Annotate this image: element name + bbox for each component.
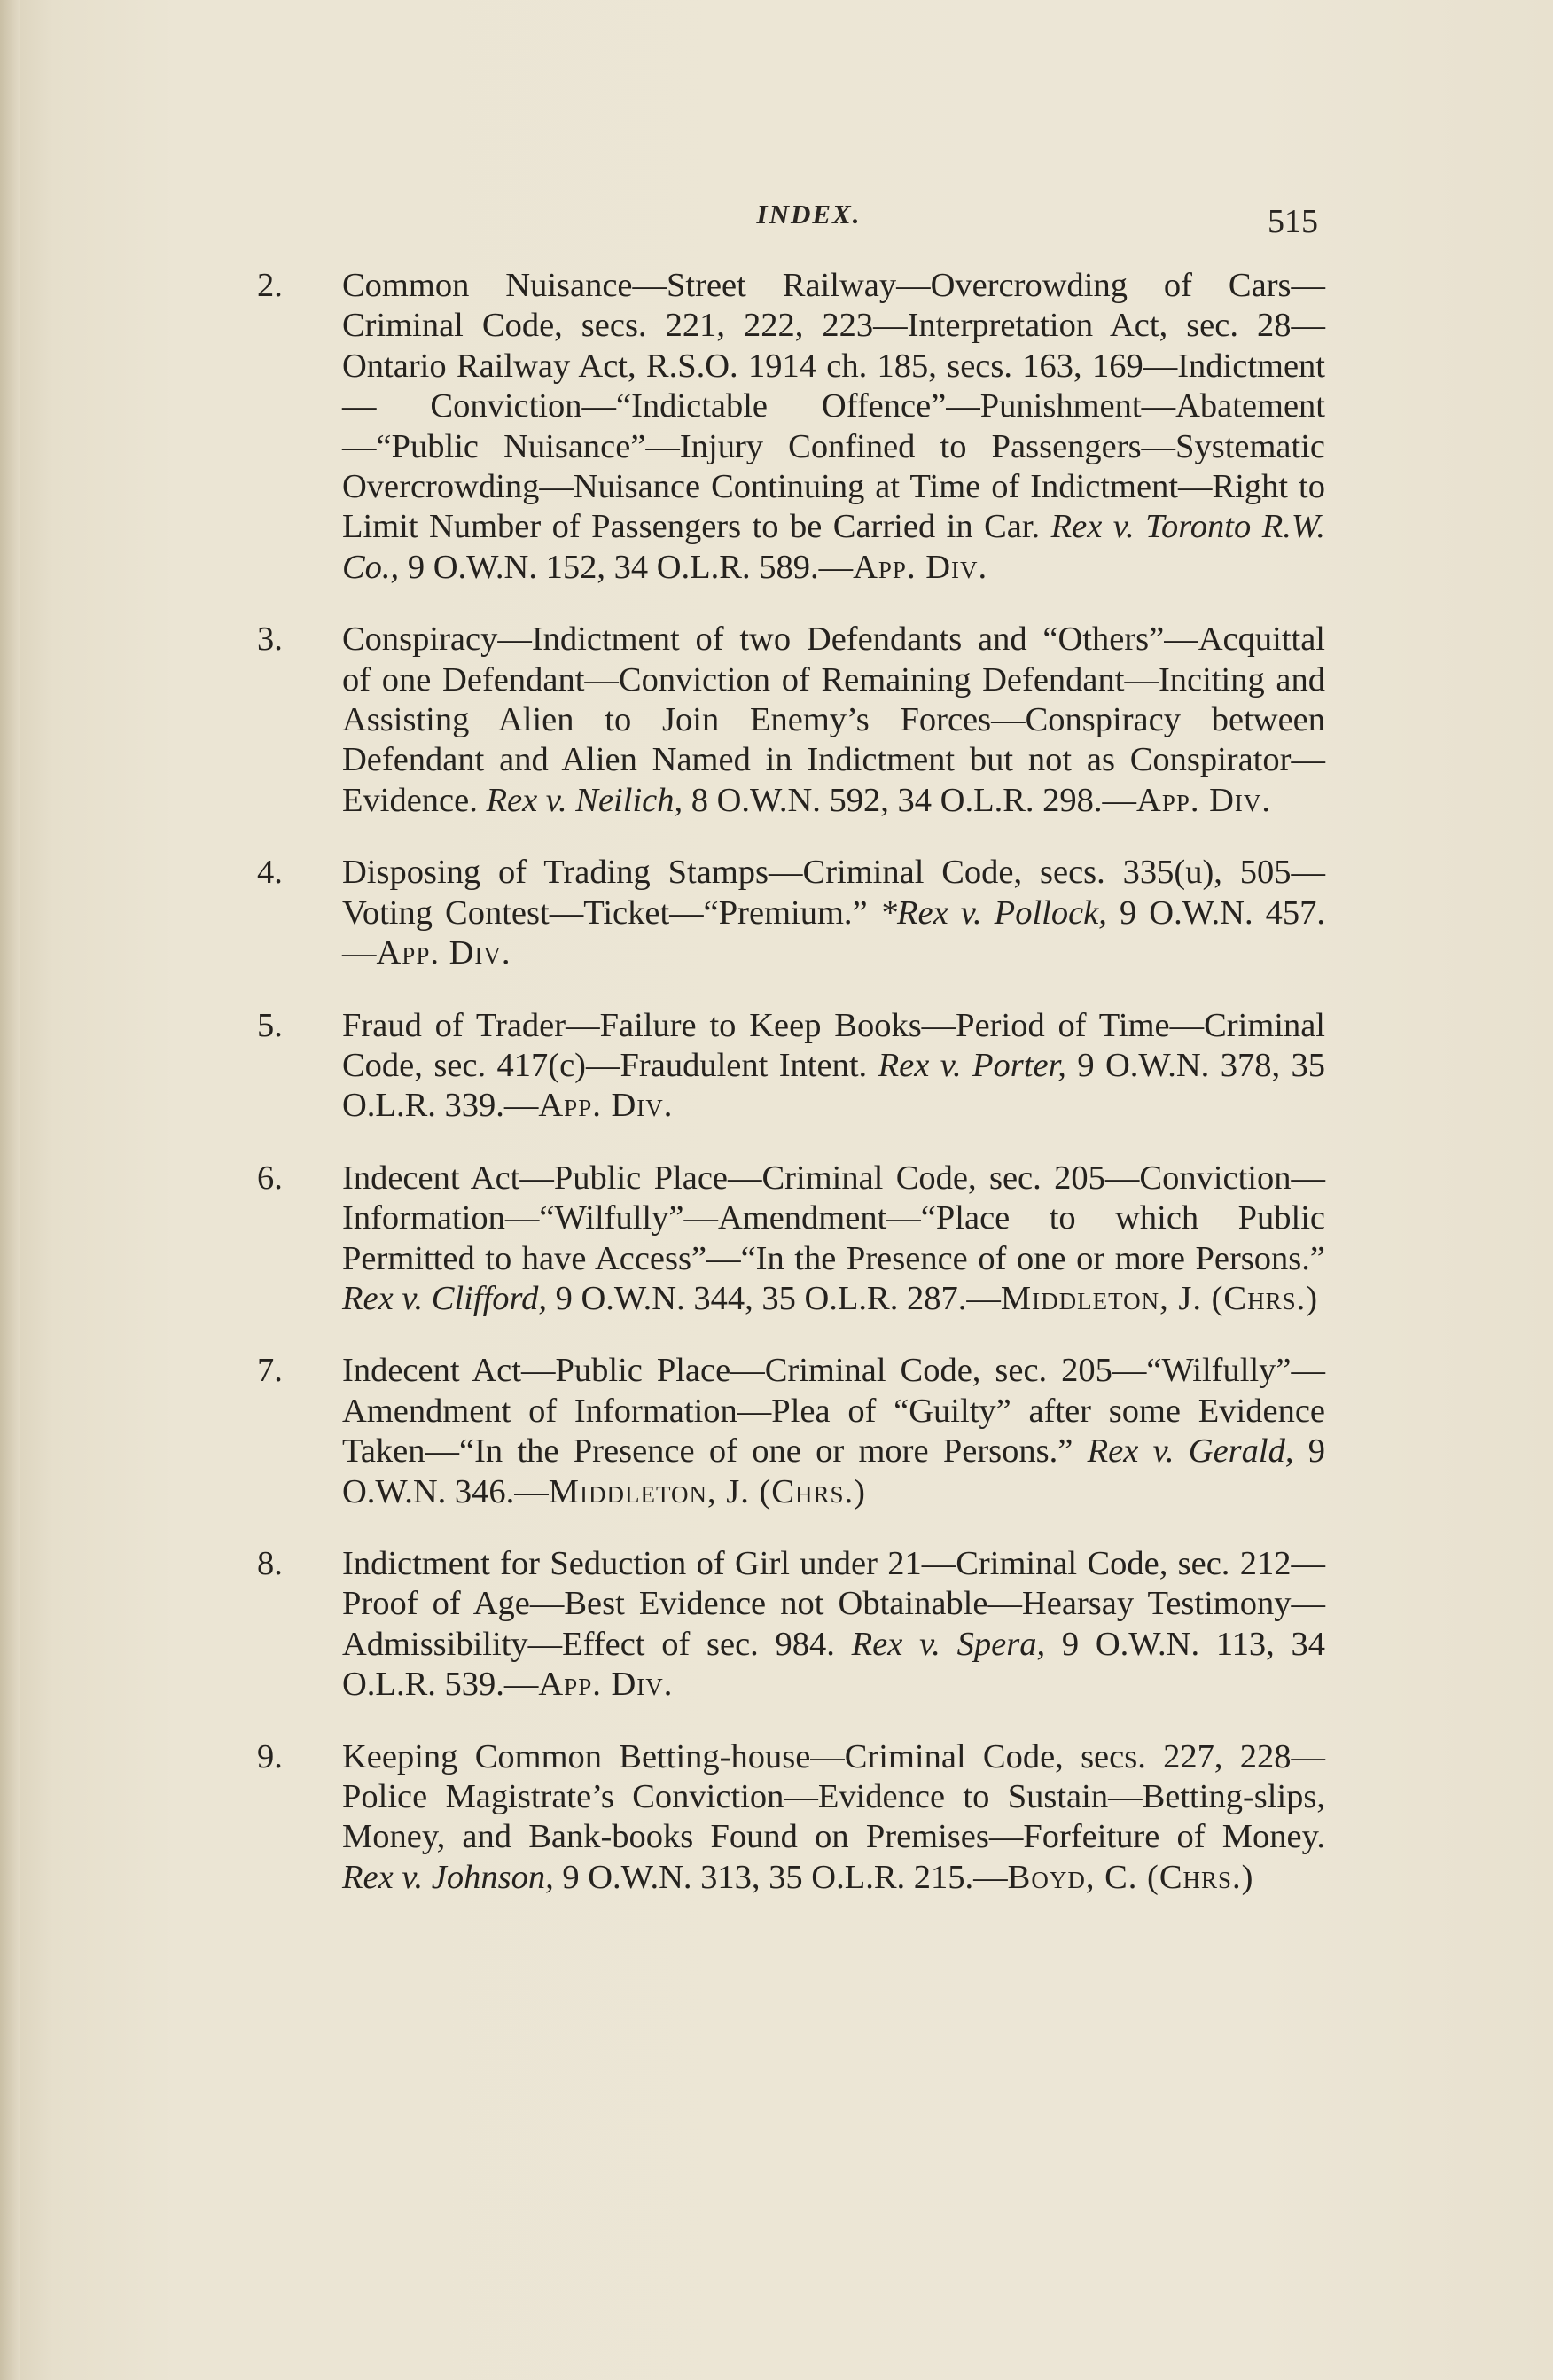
- entry-body: [342, 1544, 1325, 1705]
- court-name: Middleton, J. (Chrs.): [548, 1472, 866, 1510]
- index-entry: [257, 1351, 1325, 1512]
- case-name: Rex v. Neilich,: [486, 781, 683, 819]
- case-citation: 9 O.W.N. 113, 34 O.L.R. 539.—: [342, 1625, 1326, 1704]
- case-name: Rex v. Gerald,: [1087, 1432, 1294, 1471]
- entry-text: Indecent Act—Public Place—Criminal Code, sec. 205—Conviction—Information—“Wilfully”—Amendment—“Place to which Public Permitted to have Access”—“In the Presence of one or more Persons.”: [342, 1159, 1325, 1277]
- court-name: App. Div.: [1136, 781, 1272, 819]
- case-name: *Rex v. Pollock,: [879, 893, 1107, 932]
- court-name: App. Div.: [538, 1087, 674, 1125]
- index-entry: [257, 1737, 1325, 1899]
- entry-text: Common Nuisance—Street Railway—Overcrowding of Cars—Criminal Code, secs. 221, 222, 223—Interpretation Act, sec. 28—Ontario Railway Act, R.S.O. 1914 ch. 185, secs. 163, 169—Indictment — Conviction—“Indictable Offence”—Punishment—Abatement—“Public Nuisance”—Injury Confined to Passengers—Systematic Overcrowding—Nuisance Continuing at Time of Indictment—Right to Limit Number of Passengers to be Carried in Car.: [342, 267, 1325, 546]
- case-citation: 9 O.W.N. 346.—: [342, 1432, 1326, 1510]
- entry-body: [342, 620, 1325, 821]
- case-citation: 9 O.W.N. 457.—: [342, 893, 1326, 972]
- index-entry: [257, 853, 1325, 973]
- case-name: Rex v. Toronto R.W. Co.,: [342, 508, 1326, 586]
- entry-number: 6 .: [257, 1159, 307, 1198]
- case-name: Rex v. Johnson,: [342, 1858, 554, 1896]
- entry-body: [342, 1006, 1325, 1127]
- entry-body: [342, 853, 1325, 973]
- index-entry: [257, 266, 1325, 588]
- entry-number: 2 .: [257, 266, 307, 306]
- case-citation: 9 O.W.N. 152, 34 O.L.R. 589.—: [407, 548, 854, 586]
- entry-text: Conspiracy—Indictment of two Defendants and “Others”—Acquittal of one Defendant—Conviction of Remaining Defendant—Inciting and Assisting Alien to Join Enemy’s Forces—Conspiracy between Defendant and Alien Named in Indictment but not as Conspirator—Evidence.: [342, 620, 1325, 819]
- entry-body: [342, 1159, 1325, 1320]
- entry-text: Keeping Common Betting-house—Criminal Code, secs. 227, 228—Police Magistrate’s Conviction—Evidence to Sustain—Betting-slips, Money, and Bank-books Found on Premises—Forfeiture of Money.: [342, 1737, 1325, 1856]
- court-name: Boyd, C. (Chrs.): [1007, 1858, 1254, 1896]
- index-entry: [257, 1159, 1325, 1320]
- index-entries: [257, 266, 1325, 1930]
- court-name: App. Div.: [538, 1666, 674, 1704]
- index-entry: [257, 1006, 1325, 1127]
- court-name: Middleton, J. (Chrs.): [1000, 1279, 1319, 1317]
- entry-body: [342, 1737, 1325, 1899]
- case-name: Rex v. Clifford,: [342, 1279, 547, 1317]
- case-citation: 9 O.W.N. 378, 35 O.L.R. 339.—: [342, 1046, 1326, 1125]
- entry-text: Indecent Act—Public Place—Criminal Code, sec. 205—“Wilfully”—Amendment of Information—Plea of “Guilty” after some Evidence Taken—“In the Presence of one or more Persons.”: [342, 1352, 1325, 1471]
- running-title: INDEX.: [756, 199, 862, 230]
- court-name: App. Div.: [853, 548, 988, 586]
- entry-body: [342, 266, 1325, 588]
- entry-text: Indictment for Seduction of Girl under 21—Criminal Code, sec. 212—Proof of Age—Best Evidence not Obtainable—Hearsay Testimony—Admissibility—Effect of sec. 984.: [342, 1544, 1325, 1663]
- case-citation: 9 O.W.N. 313, 35 O.L.R. 215.—: [562, 1858, 1008, 1896]
- entry-number: 9 .: [257, 1737, 307, 1777]
- page-number: 515: [1268, 203, 1318, 240]
- index-entry: [257, 620, 1325, 821]
- court-name: App. Div.: [376, 934, 511, 972]
- entry-text: Disposing of Trading Stamps—Criminal Code, secs. 335(u), 505—Voting Contest—Ticket—“Premium.”: [342, 854, 1325, 932]
- case-citation: 9 O.W.N. 344, 35 O.L.R. 287.—: [555, 1279, 1001, 1317]
- entry-body: [342, 1351, 1325, 1512]
- entry-number: 3 .: [257, 620, 307, 659]
- page-gutter-shadow: [0, 0, 20, 2380]
- case-name: Rex v. Porter,: [878, 1046, 1066, 1084]
- case-citation: 8 O.W.N. 592, 34 O.L.R. 298.—: [691, 781, 1137, 819]
- case-name: Rex v. Spera,: [851, 1625, 1046, 1663]
- running-header: [293, 193, 1325, 246]
- index-entry: [257, 1544, 1325, 1705]
- entry-text: Fraud of Trader—Failure to Keep Books—Period of Time—Criminal Code, sec. 417(c)—Fraudulent Intent.: [342, 1006, 1325, 1084]
- entry-number: 8 .: [257, 1544, 307, 1584]
- entry-number: 4 .: [257, 853, 307, 893]
- entry-number: 5 .: [257, 1006, 307, 1046]
- entry-number: 7 .: [257, 1351, 307, 1391]
